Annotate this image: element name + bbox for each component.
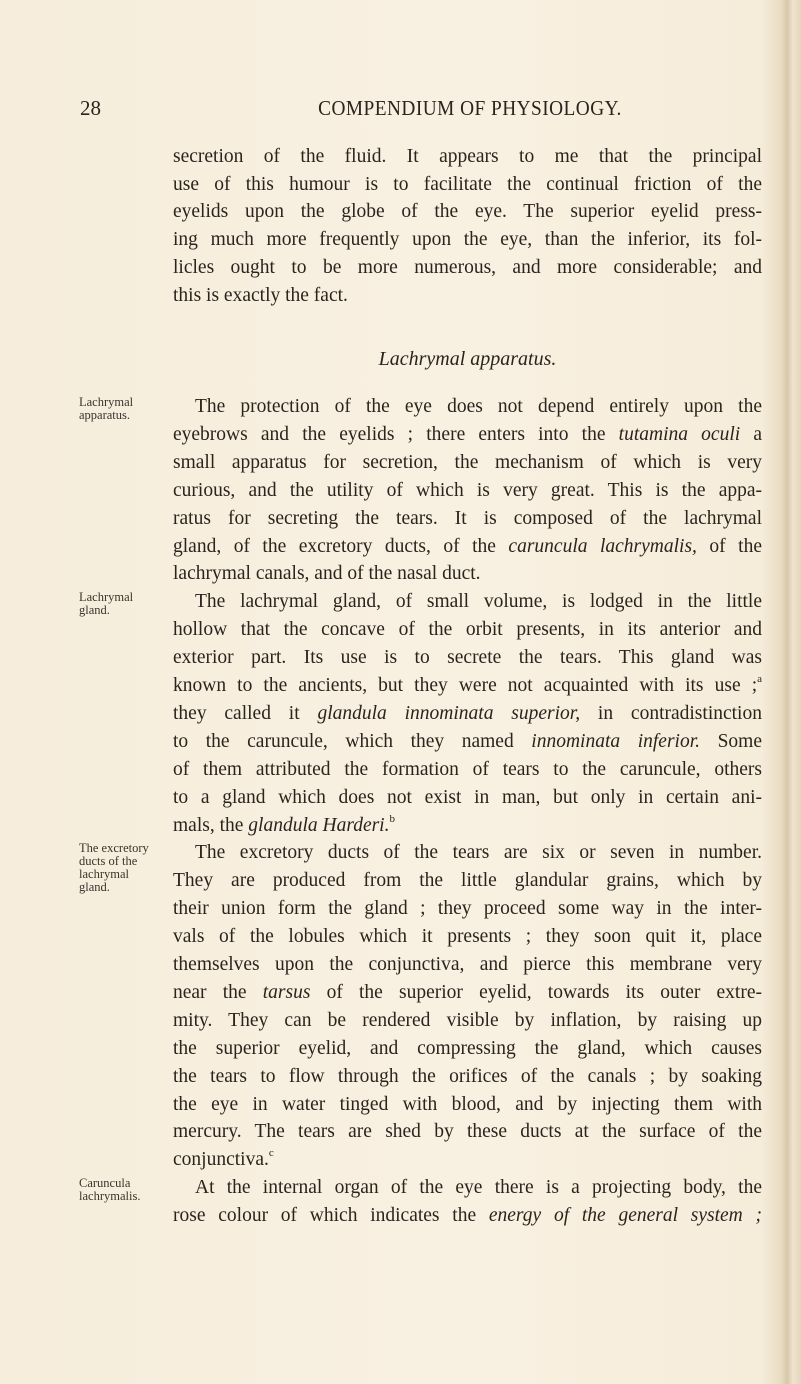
- text-line: [173, 616, 762, 644]
- margin-note-line: gland.: [79, 880, 110, 895]
- running-title: COMPENDIUM OF PHYSIOLOGY.: [318, 96, 622, 120]
- text-line: [173, 477, 762, 505]
- margin-note-line: gland.: [79, 603, 110, 618]
- text-segment: secretion of the fluid. It appears to me that the principal: [173, 146, 762, 167]
- text-line: [173, 198, 762, 226]
- text-line: [173, 1174, 762, 1202]
- footnote-marker: b: [389, 812, 395, 825]
- text-segment: their union form the gland ; they proceed some way in the inter-: [173, 898, 762, 920]
- text-line: [173, 839, 762, 867]
- margin-note-line: Lachrymal: [79, 590, 134, 605]
- margin-note-line: apparatus.: [79, 408, 131, 422]
- text-line: [173, 282, 762, 310]
- text-segment: mity. They can be rendered visible by inflation, by raising up: [173, 1009, 762, 1031]
- italic-term: tutamina oculi: [618, 423, 741, 445]
- italic-term: innominata inferior.: [531, 730, 701, 752]
- text-segment: The lachrymal gland, of small volume, is lodged in the little: [195, 591, 762, 613]
- text-line: [173, 784, 762, 812]
- text-line: [173, 560, 762, 588]
- page-number: 28: [80, 96, 101, 120]
- text-line: [173, 756, 762, 784]
- text-segment: this is exactly the fact.: [173, 284, 348, 306]
- margin-note-line: Lachrymal: [79, 395, 134, 409]
- italic-term: energy of the general system ;: [488, 1205, 762, 1227]
- text-segment: of the superior eyelid, towards its outer extre-: [310, 981, 762, 1003]
- text-segment: of the: [696, 535, 762, 557]
- italic-term: glandula innominata superior,: [317, 702, 581, 724]
- text-line: [173, 254, 762, 282]
- text-line: [173, 979, 762, 1007]
- text-segment: a: [740, 423, 763, 445]
- text-segment: lachrymal canals, and of the nasal duct.: [173, 563, 481, 585]
- text-line: [173, 171, 762, 199]
- text-segment: known to the ancients, but they were not acquainted with its use ;: [173, 675, 758, 696]
- text-segment: themselves upon the conjunctiva, and pierce this membrane very: [173, 954, 762, 975]
- text-segment: in contradistinction: [580, 702, 762, 724]
- text-segment: vals of the lobules which it presents ; they soon quit it, place: [173, 926, 762, 948]
- text-segment: the tears to flow through the orifices of the canals ; by soaking: [173, 1065, 762, 1087]
- text-segment: to a gland which does not exist in man, but only in certain ani-: [173, 786, 762, 808]
- text-line: [173, 505, 762, 533]
- text-segment: The excretory ducts of the tears are six or seven in number.: [195, 842, 762, 864]
- text-line: [173, 812, 762, 840]
- text-line: [173, 672, 762, 700]
- text-segment: small apparatus for secretion, the mechanism of which is very: [173, 451, 762, 473]
- text-line: [173, 1146, 762, 1174]
- text-line: [173, 393, 762, 421]
- text-segment: mercury. The tears are shed by these ducts at the surface of the: [173, 1121, 762, 1143]
- text-segment: the eye in water tinged with blood, and by injecting them with: [173, 1093, 762, 1115]
- margin-note-line: ducts of the: [79, 854, 138, 869]
- margin-note: [79, 842, 149, 894]
- text-line: [173, 421, 762, 449]
- italic-term: caruncula lachrymalis,: [508, 535, 697, 557]
- margin-note: [79, 396, 133, 422]
- text-segment: mals, the: [173, 814, 249, 836]
- text-segment: rose colour of which indicates the: [173, 1205, 489, 1227]
- footnote-marker: c: [268, 1147, 274, 1160]
- text-segment: ratus for secreting the tears. It is composed of the lachrymal: [173, 507, 762, 529]
- margin-note-line: lachrymalis.: [79, 1189, 141, 1204]
- text-segment: exterior part. Its use is to secrete the tears. This gland was: [173, 647, 762, 669]
- text-segment: use of this humour is to facilitate the continual friction of the: [173, 173, 762, 195]
- text-line: [173, 728, 762, 756]
- margin-note-line: Caruncula: [79, 1176, 131, 1191]
- text-segment: eyelids upon the globe of the eye. The superior eyelid press-: [173, 201, 762, 223]
- text-segment: they called it: [173, 702, 318, 724]
- text-line: [173, 1091, 762, 1119]
- text-line: [173, 895, 762, 923]
- footnote-marker: a: [757, 673, 762, 685]
- text-segment: hollow that the concave of the orbit presents, in its anterior and: [173, 619, 762, 641]
- text-line: [173, 644, 762, 672]
- text-segment: curious, and the utility of which is very great. This is the appa-: [173, 479, 762, 501]
- italic-term: tarsus: [262, 981, 311, 1003]
- text-line: [173, 923, 762, 951]
- text-segment: eyebrows and the eyelids ; there enters into the: [173, 423, 619, 445]
- text-segment: The protection of the eye does not depend entirely upon the: [195, 396, 762, 417]
- text-segment: the superior eyelid, and compressing the gland, which causes: [173, 1037, 762, 1059]
- text-line: [173, 588, 762, 616]
- text-line: [173, 951, 762, 979]
- text-segment: licles ought to be more numerous, and more considerable; and: [173, 256, 762, 278]
- text-segment: conjunctiva.: [173, 1149, 269, 1171]
- text-segment: to the caruncule, which they named: [173, 730, 532, 752]
- text-line: [173, 1063, 762, 1091]
- text-segment: They are produced from the little glandular grains, which by: [173, 870, 762, 892]
- margin-note: [79, 591, 133, 617]
- text-segment: near the: [173, 981, 263, 1003]
- text-line: [173, 1202, 762, 1230]
- text-segment: gland, of the excretory ducts, of the: [173, 535, 509, 557]
- text-line: [173, 226, 762, 254]
- text-line: [173, 1118, 762, 1146]
- text-line: [173, 700, 762, 728]
- margin-note-line: lachrymal: [79, 867, 129, 882]
- text-segment: ing much more frequently upon the eye, than the inferior, its fol-: [173, 229, 762, 251]
- text-line: [173, 867, 762, 895]
- margin-note-line: The excretory: [79, 841, 149, 856]
- text-segment: At the internal organ of the eye there is a projecting body, the: [195, 1177, 762, 1199]
- section-heading: Lachrymal apparatus.: [378, 348, 557, 370]
- text-segment: Some: [700, 730, 763, 752]
- text-line: [173, 1007, 762, 1035]
- text-line: [173, 143, 762, 171]
- margin-note: [79, 1177, 140, 1203]
- text-line: [173, 1035, 762, 1063]
- text-line: [173, 533, 762, 561]
- italic-term: glandula Harderi.: [248, 814, 390, 836]
- text-line: [173, 449, 762, 477]
- text-segment: of them attributed the formation of tears to the caruncule, others: [173, 758, 762, 780]
